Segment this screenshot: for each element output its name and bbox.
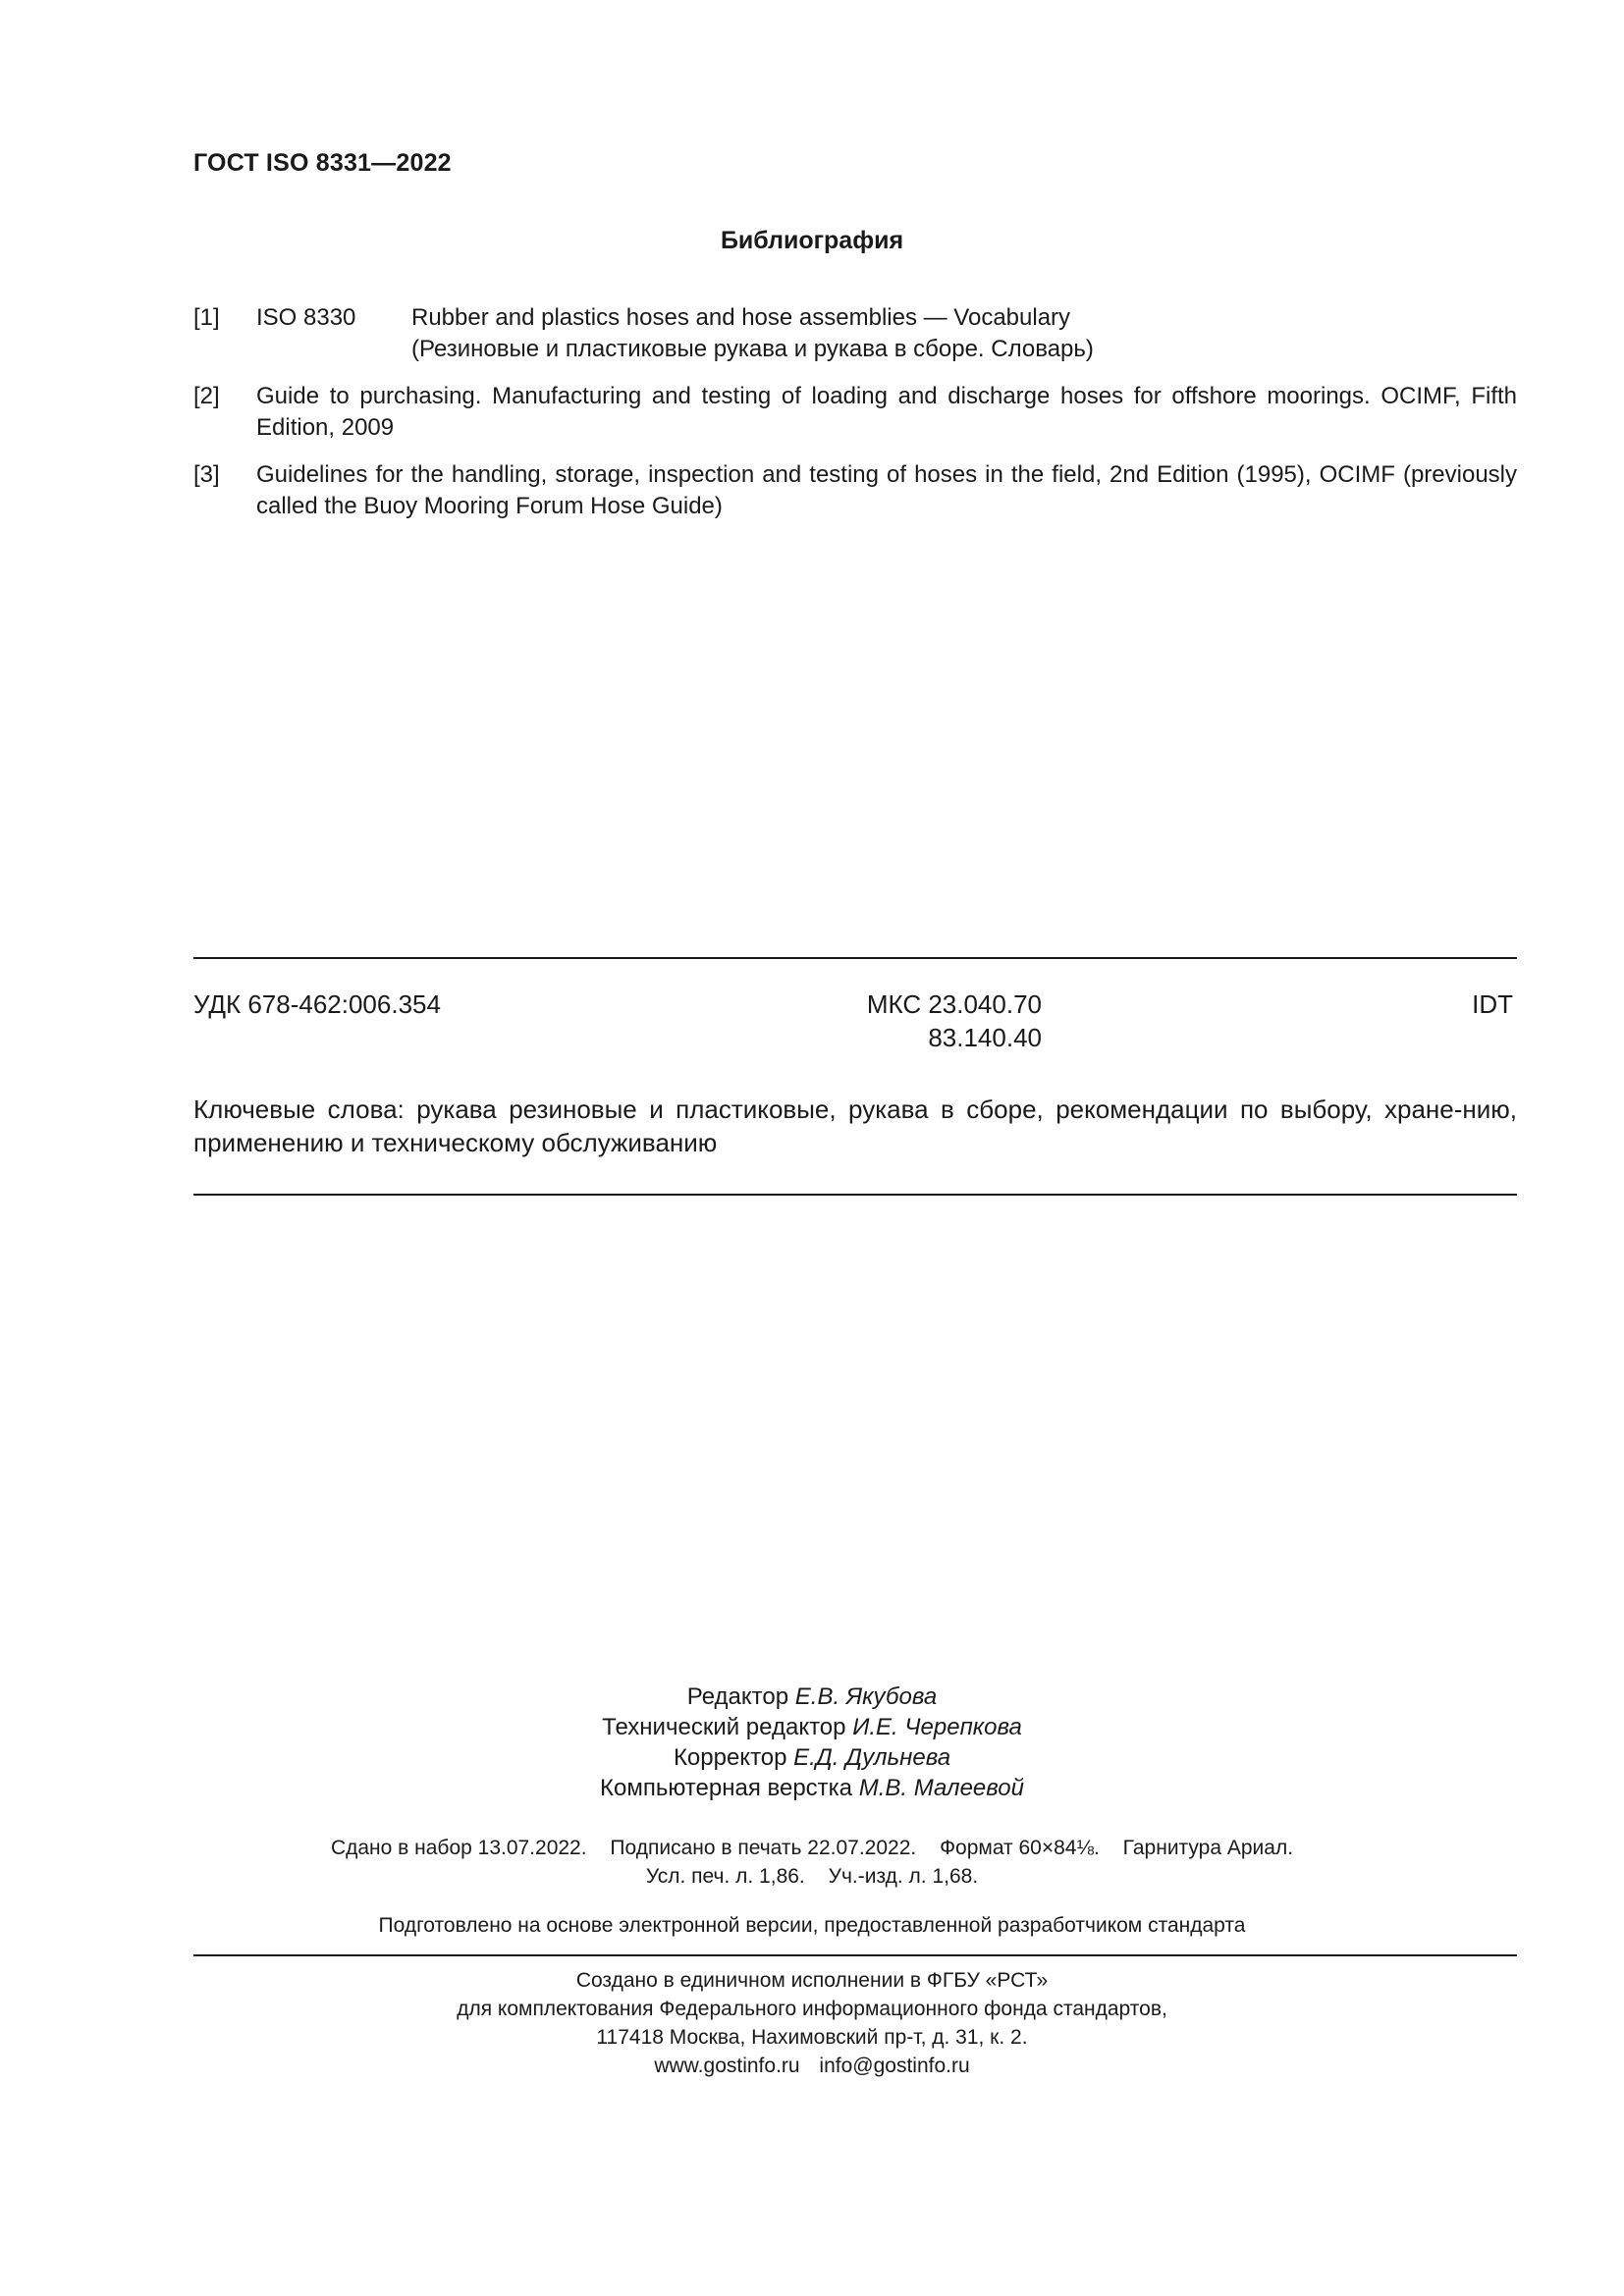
print-info-line-1 bbox=[0, 1834, 1624, 1862]
entry-standard-code: ISO 8330 bbox=[256, 304, 356, 331]
paper-format: Формат 60×84⅛. bbox=[940, 1837, 1100, 1859]
bibliography-title: Библиография bbox=[720, 227, 904, 254]
entry-number: [1] bbox=[193, 304, 220, 331]
mks-code-1: МКС 23.040.70 bbox=[866, 989, 1042, 1019]
credit-label: Технический редактор bbox=[602, 1714, 846, 1740]
idt-label: IDT bbox=[1472, 989, 1513, 1019]
entry-title-block bbox=[411, 302, 1517, 365]
keywords: Ключевые слова: рукава резиновые и пластиковые, рукава в сборе, рекомендации по выбору, хране-нию, применению и техническому обслуживанию bbox=[193, 1095, 1517, 1157]
credit-layout bbox=[0, 1773, 1624, 1803]
credit-label: Редактор bbox=[686, 1683, 789, 1710]
publisher-line-1: Создано в единичном исполнении в ФГБУ «РСТ» bbox=[575, 1969, 1049, 1992]
publisher-info bbox=[0, 1966, 1624, 2080]
credit-person: Е.Д. Дульнева bbox=[793, 1744, 951, 1771]
entry-text: Guidelines for the handling, storage, inspection and testing of hoses in the field, 2nd Edition (1995), OCIMF (previously called the Buoy Mooring Forum Hose Guide) bbox=[256, 461, 1517, 519]
divider-top bbox=[193, 957, 1517, 959]
publisher-contacts bbox=[0, 2052, 1624, 2080]
mks-code-2: 83.140.40 bbox=[928, 1023, 1042, 1052]
entry-number: [2] bbox=[193, 383, 220, 409]
entry-title-ru: (Резиновые и пластиковые рукава и рукава в сборе. Словарь) bbox=[411, 336, 1094, 362]
credit-corrector bbox=[0, 1742, 1624, 1773]
credit-tech-editor bbox=[0, 1712, 1624, 1742]
publisher-line-2: для комплектования Федерального информационного фонда стандартов, bbox=[457, 1998, 1167, 2020]
bibliography-entry-1 bbox=[193, 302, 1517, 365]
credit-person: Е.В. Якубова bbox=[794, 1683, 938, 1710]
credit-label: Корректор bbox=[673, 1744, 787, 1771]
bibliography-entry-3 bbox=[193, 459, 1517, 522]
mks-codes bbox=[845, 988, 1042, 1054]
divider-publisher bbox=[193, 1954, 1517, 1956]
email-link[interactable]: info@gostinfo.ru bbox=[819, 2055, 970, 2077]
credit-person: М.В. Малеевой bbox=[858, 1775, 1024, 1801]
bibliography-entry-2 bbox=[193, 381, 1517, 444]
entry-number: [3] bbox=[193, 461, 220, 488]
prepared-note: Подготовлено на основе электронной версии, предоставленной разработчиком стандарта bbox=[378, 1914, 1246, 1937]
print-info bbox=[0, 1834, 1624, 1891]
credit-label: Компьютерная верстка bbox=[600, 1775, 853, 1801]
credits-block bbox=[0, 1682, 1624, 1803]
print-info-line-2 bbox=[0, 1862, 1624, 1891]
signed-date: Подписано в печать 22.07.2022. bbox=[610, 1837, 917, 1859]
credit-person: И.Е. Черепкова bbox=[852, 1714, 1022, 1740]
publisher-address: 117418 Москва, Нахимовский пр-т, д. 31, к. 2. bbox=[596, 2026, 1028, 2049]
document-id-header: ГОСТ ISO 8331—2022 bbox=[193, 149, 452, 177]
submitted-date: Сдано в набор 13.07.2022. bbox=[330, 1837, 587, 1859]
website-link[interactable]: www.gostinfo.ru bbox=[654, 2055, 800, 2077]
printed-sheets: Усл. печ. л. 1,86. bbox=[645, 1865, 805, 1888]
entry-title-en: Rubber and plastics hoses and hose assemblies — Vocabulary bbox=[411, 304, 1071, 331]
credit-editor bbox=[0, 1682, 1624, 1712]
classification-row bbox=[193, 988, 1517, 1056]
udc-code: УДК 678-462:006.354 bbox=[193, 989, 441, 1019]
entry-text: Guide to purchasing. Manufacturing and testing of loading and discharge hoses for offshore moorings. OCIMF, Fifth Edition, 2009 bbox=[256, 383, 1517, 441]
typeface: Гарнитура Ариал. bbox=[1122, 1837, 1294, 1859]
publisher-sheets: Уч.-изд. л. 1,68. bbox=[828, 1865, 979, 1888]
divider-keywords bbox=[193, 1194, 1517, 1196]
